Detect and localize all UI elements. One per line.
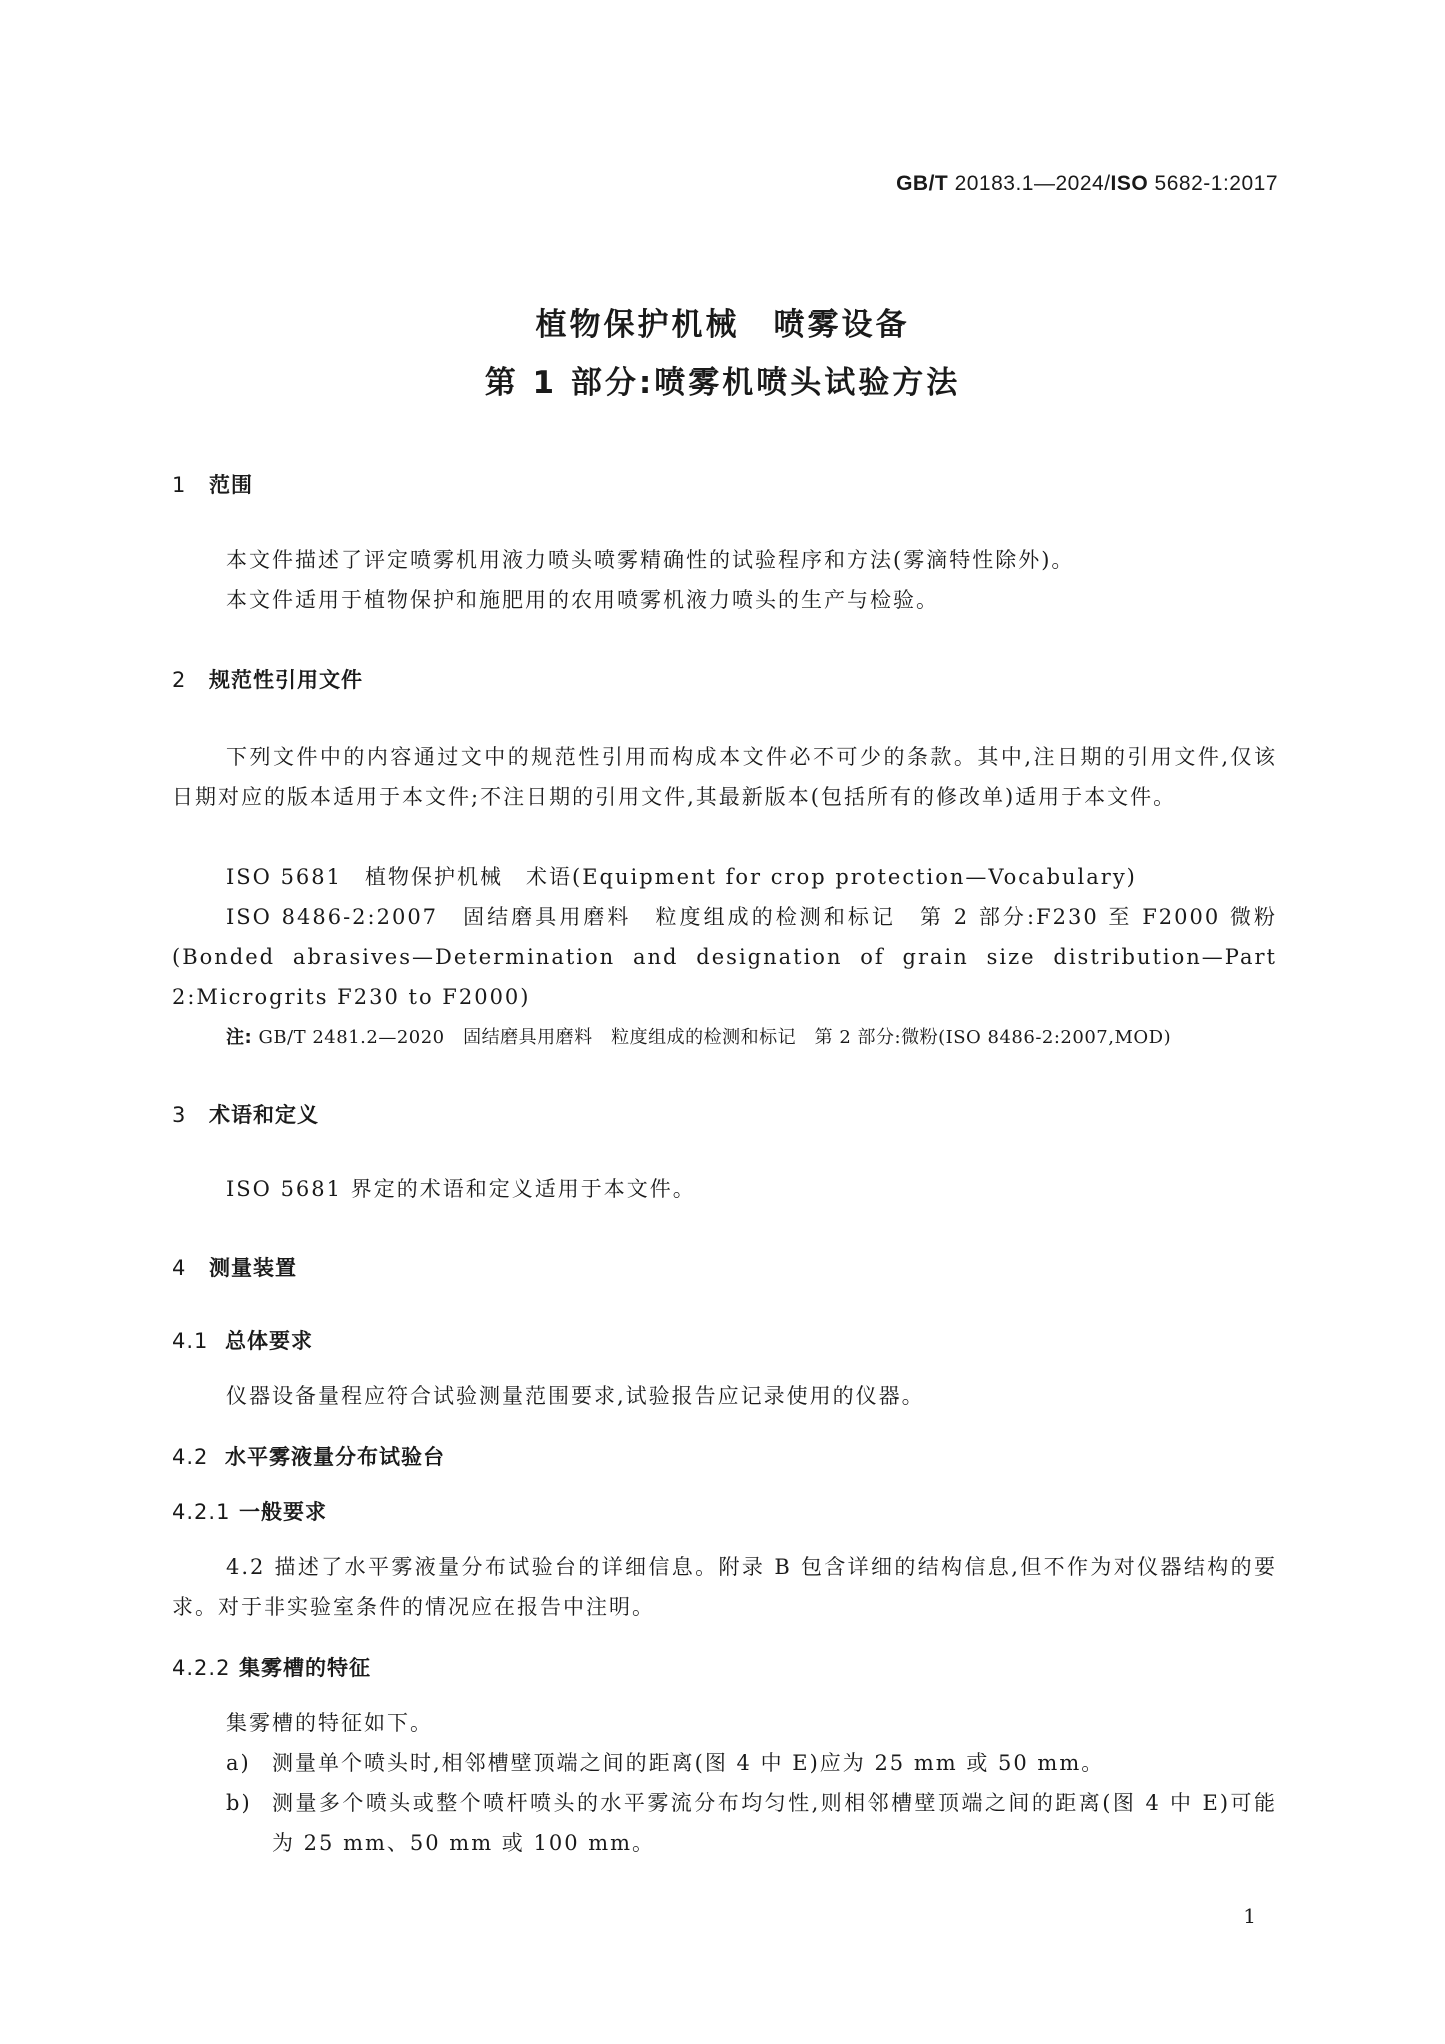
section-number: 4 (172, 1256, 187, 1280)
list-item-b (226, 1783, 1277, 1863)
reference-iso-5681: ISO 5681 植物保护机械 术语(Equipment for crop protection—Vocabulary) (226, 865, 1137, 889)
section-4-heading (172, 1252, 297, 1282)
list-item-text: 测量多个喷头或整个喷杆喷头的水平雾流分布均匀性,则相邻槽壁顶端之间的距离(图 4 中 E)可能为 25 mm、50 mm 或 100 mm。 (272, 1791, 1277, 1855)
section-number: 4.2 (172, 1445, 209, 1469)
section-3-heading (172, 1099, 319, 1129)
title-line-1: 植物保护机械 喷雾设备 (535, 307, 910, 343)
section-4-1-heading (172, 1325, 313, 1355)
list-item-text: 测量单个喷头时,相邻槽壁顶端之间的距离(图 4 中 E)应为 25 mm 或 50 mm。 (272, 1751, 1105, 1775)
section-number: 1 (172, 473, 187, 497)
section-title: 测量装置 (209, 1256, 297, 1280)
section-title: 一般要求 (239, 1500, 327, 1524)
section-1-paragraph-1: 本文件描述了评定喷雾机用液力喷头喷雾精确性的试验程序和方法(雾滴特性除外)。 (226, 548, 1075, 572)
section-title: 术语和定义 (209, 1103, 319, 1127)
list-item-a (226, 1743, 1277, 1783)
page-number: 1 (1243, 1904, 1256, 1928)
iso-number: 5682-1:2017 (1148, 172, 1278, 195)
section-2-heading (172, 664, 363, 694)
section-4-1-paragraph: 仪器设备量程应符合试验测量范围要求,试验报告应记录使用的仪器。 (226, 1384, 925, 1408)
section-title: 总体要求 (225, 1329, 313, 1353)
section-4-2-1-heading (172, 1496, 327, 1526)
document-title (0, 296, 1445, 412)
section-3-paragraph: ISO 5681 界定的术语和定义适用于本文件。 (226, 1177, 696, 1201)
section-number: 2 (172, 668, 187, 692)
section-title: 水平雾液量分布试验台 (225, 1445, 445, 1469)
section-number: 4.2.1 (172, 1500, 231, 1524)
section-4-2-2-intro: 集雾槽的特征如下。 (226, 1711, 433, 1735)
section-1-heading (172, 469, 253, 499)
section-number: 4.1 (172, 1329, 209, 1353)
note-text: GB/T 2481.2—2020 固结磨具用磨料 粒度组成的检测和标记 第 2 部分:微粉(ISO 8486-2:2007,MOD) (258, 1027, 1172, 1048)
note-label: 注: (226, 1027, 253, 1048)
section-4-2-2-heading (172, 1652, 371, 1682)
section-title: 范围 (209, 473, 253, 497)
reference-iso-8486-2: ISO 8486-2:2007 固结磨具用磨料 粒度组成的检测和标记 第 2 部分:F230 至 F2000 微粉(Bonded abrasives—Determination and designation of grain size distribution—Part 2:Microgrits F230 to F2000) (172, 905, 1277, 1009)
note (226, 1023, 1171, 1053)
list-marker: a) (226, 1751, 251, 1775)
section-title: 集雾槽的特征 (239, 1656, 371, 1680)
section-1-paragraph-2: 本文件适用于植物保护和施肥用的农用喷雾机液力喷头的生产与检验。 (226, 588, 939, 612)
list-marker: b) (226, 1791, 252, 1815)
standard-number: 20183.1—2024/ (948, 172, 1111, 195)
section-4-2-1-paragraph: 4.2 描述了水平雾液量分布试验台的详细信息。附录 B 包含详细的结构信息,但不作为对仪器结构的要求。对于非实验室条件的情况应在报告中注明。 (172, 1555, 1277, 1619)
section-2-paragraph: 下列文件中的内容通过文中的规范性引用而构成本文件必不可少的条款。其中,注日期的引用文件,仅该日期对应的版本适用于本文件;不注日期的引用文件,其最新版本(包括所有的修改单)适用于本文件。 (172, 745, 1277, 809)
standard-code (896, 172, 1278, 196)
section-4-2-heading (172, 1441, 445, 1471)
section-title: 规范性引用文件 (209, 668, 363, 692)
title-line-2: 第 1 部分:喷雾机喷头试验方法 (484, 365, 961, 401)
section-number: 3 (172, 1103, 187, 1127)
section-number: 4.2.2 (172, 1656, 231, 1680)
iso-prefix: ISO (1110, 172, 1149, 195)
standard-prefix: GB/T (896, 172, 949, 195)
